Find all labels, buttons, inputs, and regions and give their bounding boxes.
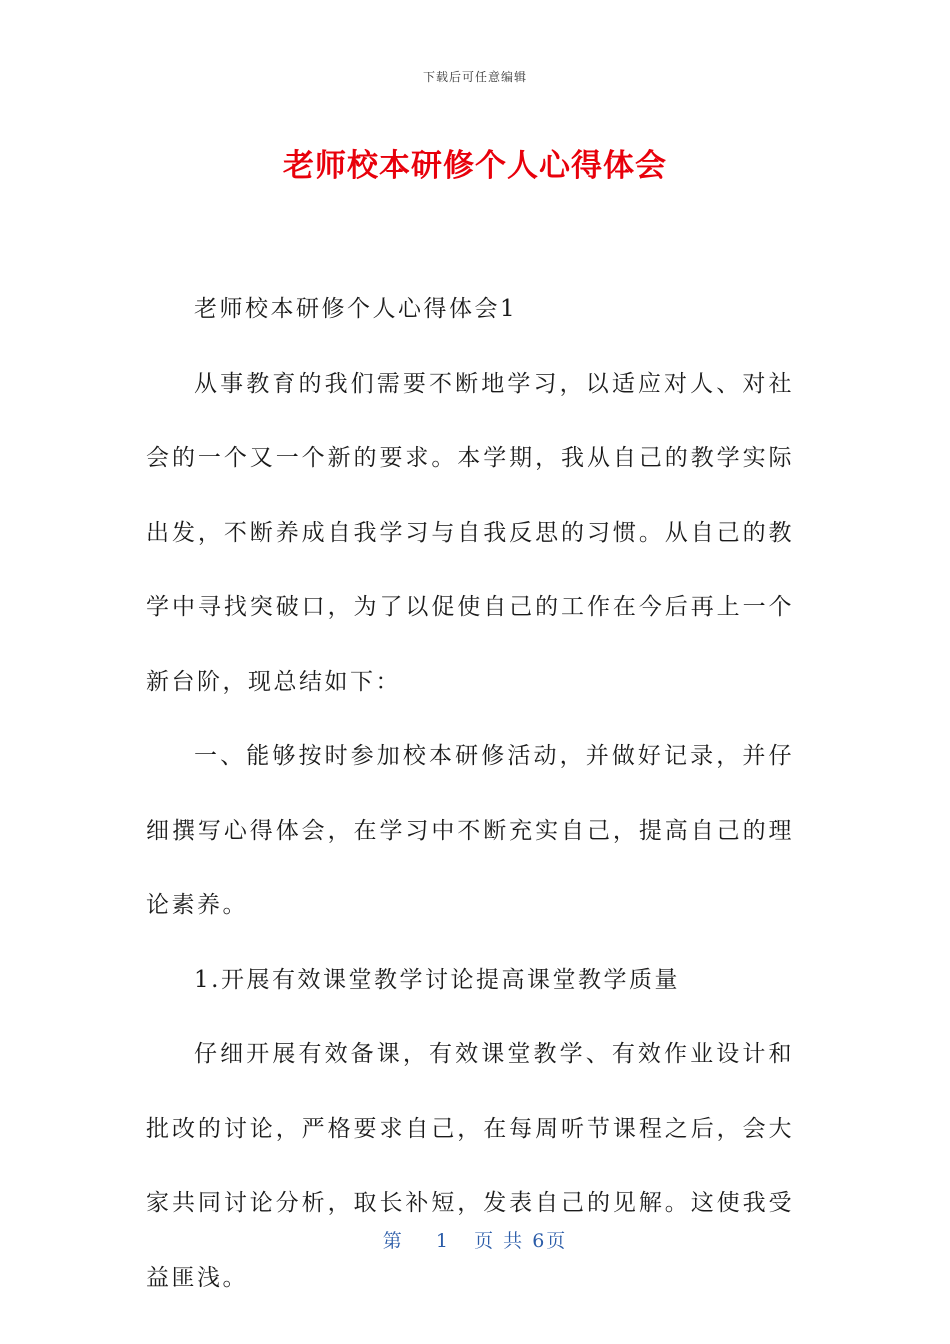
document-body [146,272,794,1315]
footer-total-pages: 6 [532,1230,547,1252]
body-paragraph: 一、能够按时参加校本研修活动，并做好记录，并仔细撰写心得体会，在学习中不断充实自己，提高自己的理论素养。 [146,743,794,918]
header-note: 下载后可任意编辑 [422,70,527,84]
footer-mid: 页 共 [474,1230,525,1252]
footer-suffix: 页 [546,1230,568,1252]
page-footer [0,1226,950,1253]
document-title: 老师校本研修个人心得体会 [283,148,667,184]
body-paragraph: 仔细开展有效备课，有效课堂教学、有效作业设计和批改的讨论，严格要求自己，在每周听节课程之后，会大家共同讨论分析，取长补短，发表自己的见解。这使我受益匪浅。 [146,1041,794,1291]
footer-current-page: 1 [435,1230,450,1252]
body-paragraph: 从事教育的我们需要不断地学习，以适应对人、对社会的一个又一个新的要求。本学期，我从自己的教学实际出发，不断养成自我学习与自我反思的习惯。从自己的教学中寻找突破口，为了以促使自己的工作在今后再上一个新台阶，现总结如下： [146,370,794,695]
section-heading: 老师校本研修个人心得体会1 [194,296,518,322]
footer-prefix: 第 [382,1230,404,1252]
subsection-heading: 1.开展有效课堂教学讨论提高课堂教学质量 [194,966,680,993]
